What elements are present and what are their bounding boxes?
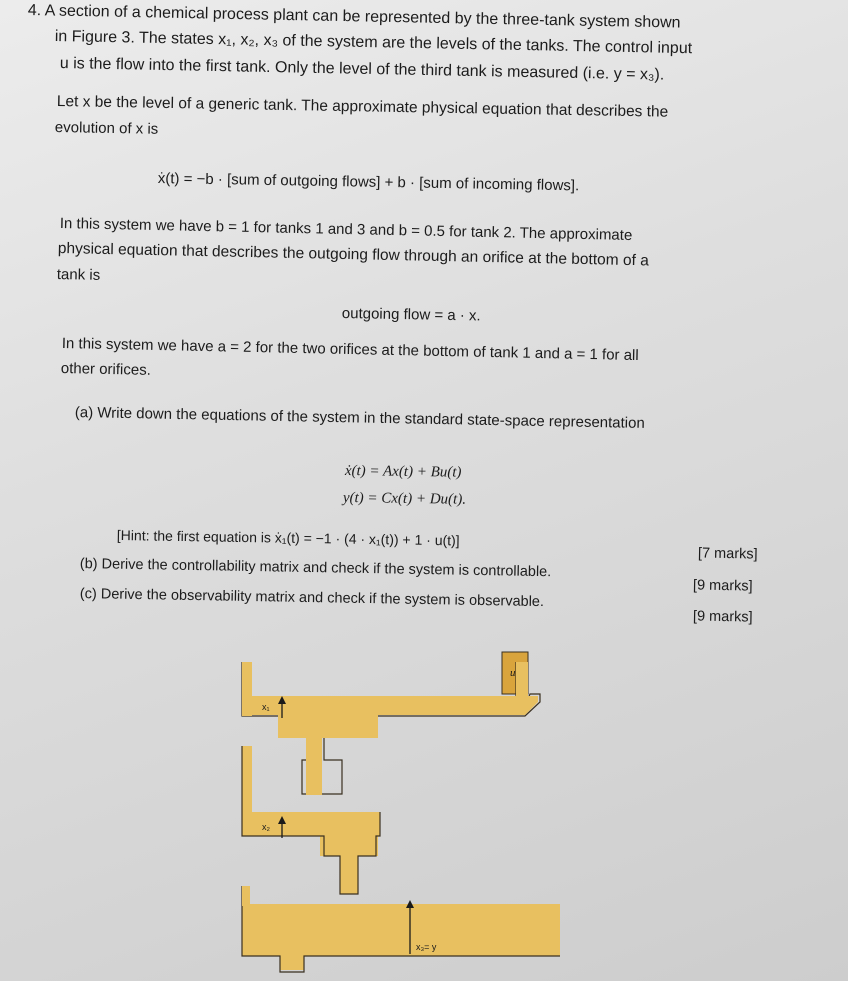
part-c-marks: [9 marks] — [692, 608, 753, 626]
tank2-outflow-t — [320, 834, 378, 856]
tank3-left-wall — [242, 886, 250, 906]
problem-line-1: 4. A section of a chemical process plant can be represented by the three-tank system shown — [27, 2, 681, 32]
tank1-label: x₁ — [262, 702, 270, 712]
problem-line-8: physical equation that describes the outgoing flow through an orifice at the bottom of a — [57, 240, 649, 270]
input-label: u — [510, 667, 516, 679]
problem-line-9: tank is — [56, 266, 101, 284]
evolution-equation: ẋ(t) = −b · [sum of outgoing flows] + b · [sum of incoming flows]. — [157, 170, 580, 195]
part-c-question: (c) Derive the observability matrix and check if the system is observable. — [79, 586, 545, 611]
tank1-right-edge — [516, 662, 528, 706]
tank3-label: x₃= y — [416, 942, 437, 952]
tank2-label: x₂ — [262, 822, 270, 832]
three-tank-figure — [220, 650, 560, 981]
output-equation: y(t) = Cx(t) + Du(t). — [342, 490, 467, 508]
outgoing-flow-equation: outgoing flow = a · x. — [341, 305, 481, 325]
part-b-marks: [9 marks] — [692, 577, 753, 595]
tank1-outflow-t — [278, 714, 378, 738]
problem-line-12: other orifices. — [60, 360, 152, 379]
problem-line-3: u is the flow into the first tank. Only the level of the third tank is measured (i.e. y = x₃). — [59, 55, 665, 84]
problem-line-4: Let x be the level of a generic tank. The approximate physical equation that describes the — [56, 93, 669, 121]
problem-line-5: evolution of x is — [54, 119, 159, 138]
problem-line-11: In this system we have a = 2 for the two orifices at the bottom of tank 1 and a = 1 for all — [61, 335, 639, 365]
part-b-question: (b) Derive the controllability matrix and check if the system is controllable. — [79, 556, 552, 581]
tank1-left-wall — [242, 662, 252, 716]
hint-text: [Hint: the first equation is ẋ₁(t) = −1 · (4 · x₁(t)) + 1 · u(t)] — [116, 527, 460, 549]
problem-line-7: In this system we have b = 1 for tanks 1 and 3 and b = 0.5 for tank 2. The approximate — [59, 215, 633, 244]
part-a-marks: [7 marks] — [697, 545, 758, 563]
state-equation: ẋ(t) = Ax(t) + Bu(t) — [344, 463, 462, 481]
problem-line-2: in Figure 3. The states x₁, x₂, x₃ of the system are the levels of the tanks. The control input — [54, 28, 693, 58]
part-a-question: (a) Write down the equations of the system in the standard state-space representation — [74, 404, 645, 432]
tank3-liquid — [242, 904, 560, 970]
tank1-liquid — [243, 696, 538, 715]
